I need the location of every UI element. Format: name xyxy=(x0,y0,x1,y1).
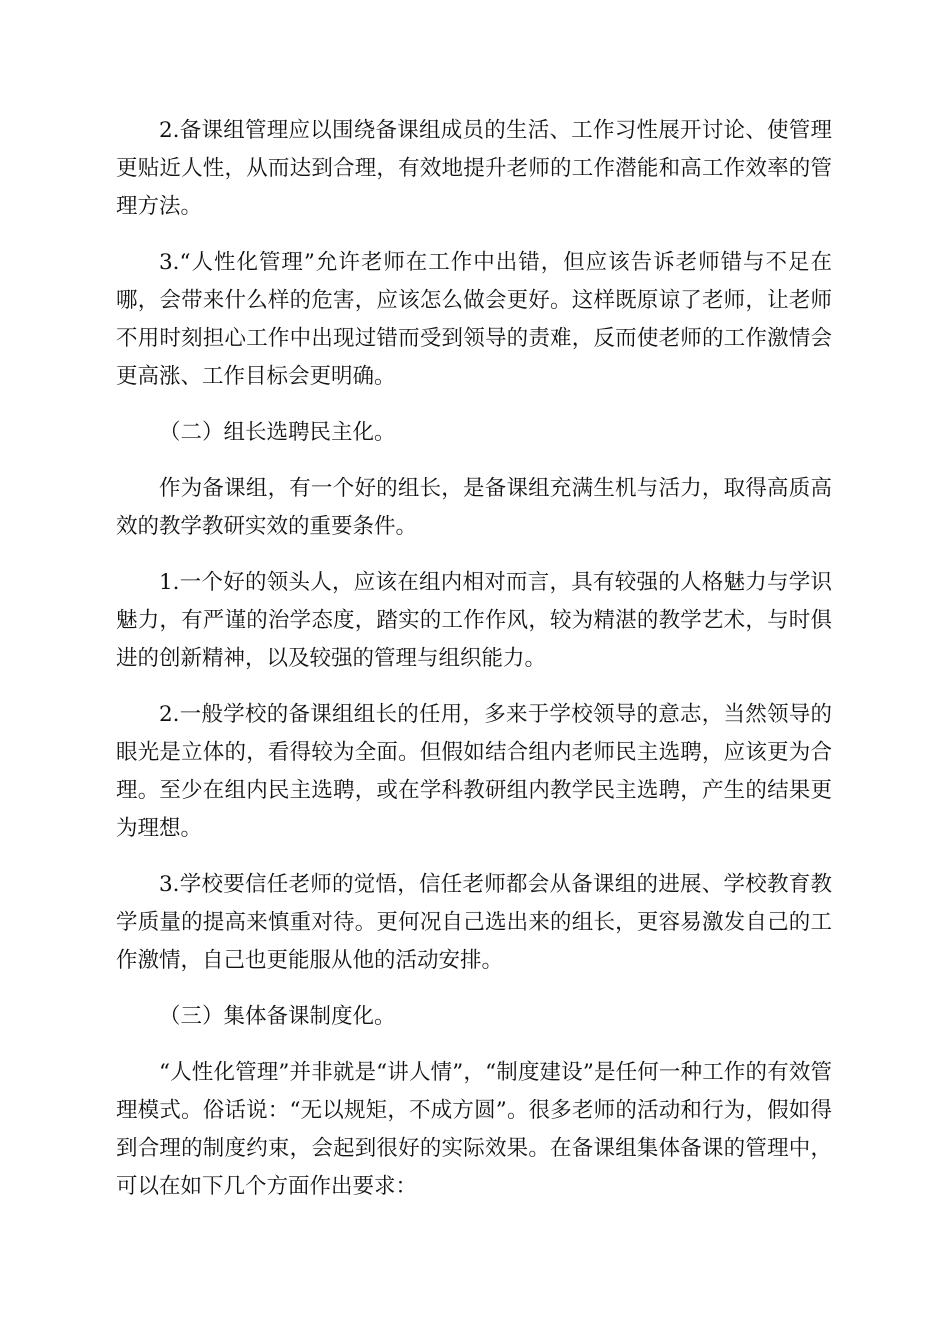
document-page xyxy=(116,112,832,1224)
paragraph-item-1: 1.一个好的领头人，应该在组内相对而言，具有较强的人格魅力与学识魅力，有严谨的治学态度，踏实的工作作风，较为精湛的教学艺术，与时俱进的创新精神，以及较强的管理与组织能力。 xyxy=(116,570,832,671)
section-heading-3: （三）集体备课制度化。 xyxy=(159,1004,396,1029)
paragraph-item-3: 3.“人性化管理”允许老师在工作中出错，但应该告诉老师错与不足在哪，会带来什么样的危害，应该怎么做会更好。这样既原谅了老师，让老师不用时刻担心工作中出现过错而受到领导的责难，反而使老师的工作激情会更高涨、工作目标会更明确。 xyxy=(116,250,832,389)
paragraph-item-3b: 3.学校要信任老师的觉悟，信任老师都会从备课组的进展、学校教育教学质量的提高来慎重对待。更何况自己选出来的组长，更容易激发自己的工作激情，自己也更能服从他的活动安排。 xyxy=(116,872,832,973)
paragraph-item-2b: 2.一般学校的备课组组长的任用，多来于学校领导的意志，当然领导的眼光是立体的，看得较为全面。但假如结合组内老师民主选聘，应该更为合理。至少在组内民主选聘，或在学科教研组内教学民主选聘，产生的结果更为理想。 xyxy=(116,702,832,841)
section-heading-2: （二）组长选聘民主化。 xyxy=(159,420,396,445)
paragraph-item-2: 2.备课组管理应以围绕备课组成员的生活、工作习性展开讨论、使管理更贴近人性，从而达到合理，有效地提升老师的工作潜能和高工作效率的管理方法。 xyxy=(116,118,832,219)
paragraph-intro: 作为备课组，有一个好的组长，是备课组充满生机与活力，取得高质高效的教学教研实效的重要条件。 xyxy=(116,476,832,539)
paragraph-rules: “人性化管理”并非就是“讲人情”，“制度建设”是任何一种工作的有效管理模式。俗话说：“无以规矩，不成方圆”。很多老师的活动和行为，假如得到合理的制度约束，会起到很好的实际效果。在备课组集体备课的管理中，可以在如下几个方面作出要求： xyxy=(116,1060,832,1199)
